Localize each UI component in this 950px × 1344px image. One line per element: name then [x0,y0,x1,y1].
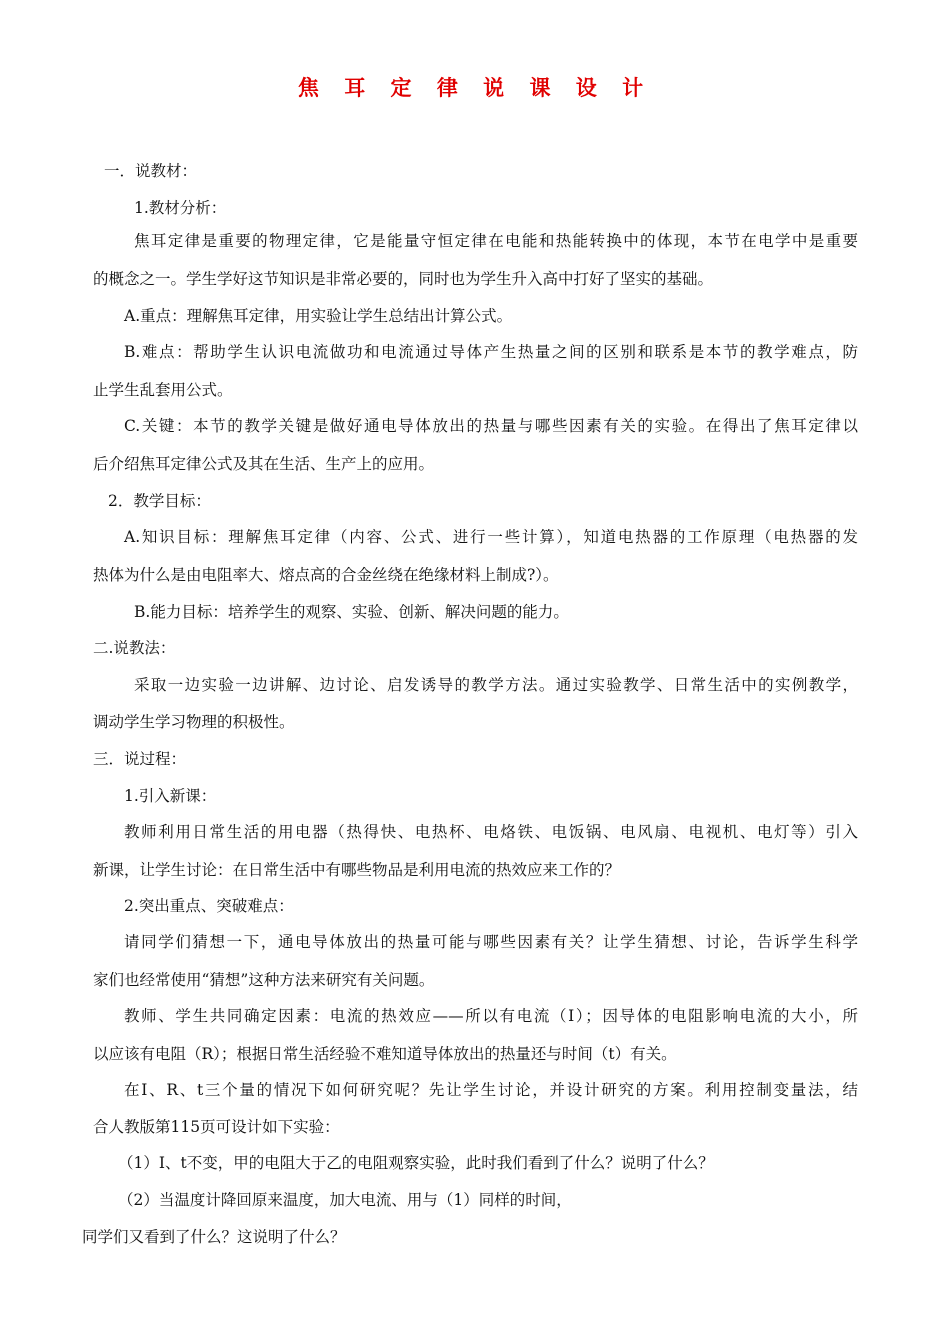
subheading-key-difficulty: 2.突出重点、突破难点： [124,897,294,915]
paragraph-line: 的概念之一。学生学好这节知识是非常必要的，同时也为学生升入高中打好了坚实的基础。 [93,270,714,288]
experiment-step-1: （1）I、t不变，甲的电阻大于乙的电阻观察实验，此时我们看到了什么？说明了什么？ [118,1154,714,1172]
paragraph-line: 后介绍焦耳定律公式及其在生活、生产上的应用。 [93,455,435,473]
paragraph-line: 在I、R、t三个量的情况下如何研究呢？先让学生讨论，并设计研究的方案。利用控制变量法，结 [124,1081,858,1099]
paragraph-line: 家们也经常使用“猜想”这种方法来研究有关问题。 [93,971,435,989]
knowledge-goal-line: A.知识目标：理解焦耳定律（内容、公式、进行一些计算），知道电热器的工作原理（电热器的发 [124,528,858,546]
paragraph-line: 同学们又看到了什么？这说明了什么？ [82,1228,346,1246]
section-heading-process: 三．说过程： [93,750,187,768]
paragraph-line: 请同学们猜想一下，通电导体放出的热量可能与哪些因素有关？让学生猜想、讨论，告诉学生科学 [124,933,858,951]
difficulty-line: B.难点：帮助学生认识电流做功和电流通过导体产生热量之间的区别和联系是本节的教学难点，防 [124,343,858,361]
key-line: C.关键：本节的教学关键是做好通电导体放出的热量与哪些因素有关的实验。在得出了焦耳定律以 [124,417,858,435]
document-title: 焦 耳 定 律 说 课 设 计 [297,76,653,100]
section-heading-method: 二.说教法： [93,639,176,657]
experiment-step-2: （2）当温度计降回原来温度，加大电流、用与（1）同样的时间， [118,1191,572,1209]
paragraph-line: 教师、学生共同确定因素：电流的热效应——所以有电流（I）；因导体的电阻影响电流的大小，所 [124,1007,858,1025]
paragraph-line: 以应该有电阻（R）；根据日常生活经验不难知道导体放出的热量还与时间（t）有关。 [93,1045,677,1063]
paragraph-line: 教师利用日常生活的用电器（热得快、电热杯、电烙铁、电饭锅、电风扇、电视机、电灯等）引入 [124,823,858,841]
subheading-introduction: 1.引入新课： [124,787,217,805]
paragraph-line: 焦耳定律是重要的物理定律，它是能量守恒定律在电能和热能转换中的体现，本节在电学中是重要 [134,232,858,250]
key-point-line: A.重点：理解焦耳定律，用实验让学生总结出计算公式。 [124,307,513,325]
paragraph-line: 调动学生学习物理的积极性。 [93,713,295,731]
subheading-teaching-goals: 2．教学目标： [108,492,211,510]
paragraph-line: 止学生乱套用公式。 [93,381,233,399]
section-heading-textbook: 一．说教材： [104,162,198,180]
paragraph-line: 新课，让学生讨论：在日常生活中有哪些物品是利用电流的热效应来工作的？ [93,861,621,879]
paragraph-line: 采取一边实验一边讲解、边讨论、启发诱导的教学方法。通过实验教学、日常生活中的实例教学， [134,676,858,694]
ability-goal-line: B.能力目标：培养学生的观察、实验、创新、解决问题的能力。 [134,603,569,621]
paragraph-line: 热体为什么是由电阻率大、熔点高的合金丝绕在绝缘材料上制成?）。 [93,566,559,584]
subheading-textbook-analysis: 1.教材分析： [134,199,227,217]
paragraph-line: 合人教版第115页可设计如下实验： [93,1118,340,1136]
